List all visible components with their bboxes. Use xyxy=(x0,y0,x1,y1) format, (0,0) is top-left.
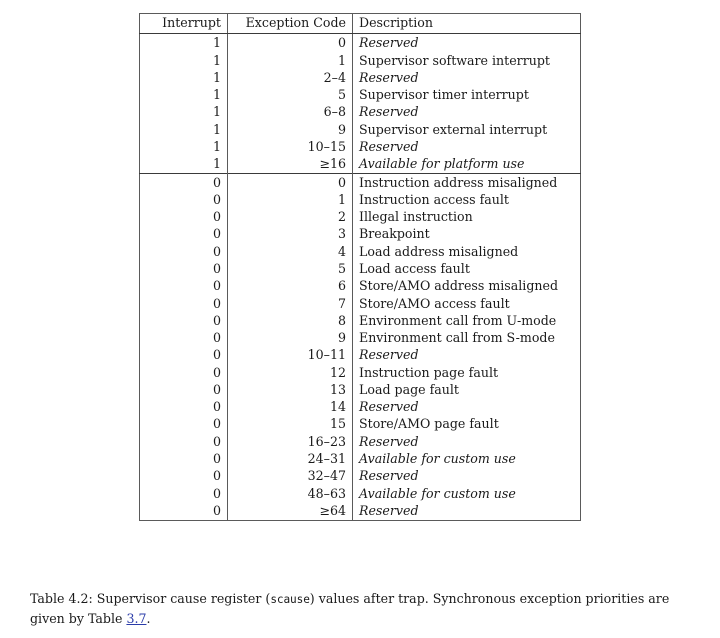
table-row xyxy=(140,313,581,330)
table-row xyxy=(140,278,581,295)
table-row xyxy=(140,104,581,121)
table-row xyxy=(140,399,581,416)
table-row xyxy=(140,244,581,261)
cell-exception-code: 15 xyxy=(228,416,353,433)
cell-interrupt: 0 xyxy=(140,226,228,243)
table-row xyxy=(140,52,581,69)
cell-description: Breakpoint xyxy=(359,226,430,242)
column-header-description: Description xyxy=(353,14,581,34)
table-row xyxy=(140,174,581,192)
cell-exception-code: 6 xyxy=(228,278,353,295)
cell-interrupt: 1 xyxy=(140,156,228,174)
table-row xyxy=(140,226,581,243)
cell-description: Reserved xyxy=(359,35,419,51)
cell-description: Instruction access fault xyxy=(359,191,509,207)
cell-exception-code: 2–4 xyxy=(228,70,353,87)
cell-exception-code: 16–23 xyxy=(228,434,353,451)
table-row xyxy=(140,261,581,278)
cell-description: Reserved xyxy=(359,433,419,449)
cell-description: Supervisor external interrupt xyxy=(359,121,548,137)
figure-caption xyxy=(30,589,690,628)
cell-interrupt: 0 xyxy=(140,261,228,278)
cell-interrupt: 0 xyxy=(140,468,228,485)
cell-exception-code: 2 xyxy=(228,209,353,226)
scause-values-table xyxy=(139,13,581,521)
cell-description: Reserved xyxy=(359,138,419,154)
cell-description: Instruction page fault xyxy=(359,364,499,380)
table-row xyxy=(140,192,581,209)
cell-description: Supervisor software interrupt xyxy=(359,52,550,68)
table-row xyxy=(140,139,581,156)
cell-description: Store/AMO page fault xyxy=(359,416,499,432)
cell-exception-code: ≥16 xyxy=(228,156,353,174)
cell-exception-code: 10–15 xyxy=(228,139,353,156)
table-body xyxy=(140,34,581,521)
cell-description: Reserved xyxy=(359,347,419,363)
cell-description: Load page fault xyxy=(359,381,459,397)
table-row xyxy=(140,434,581,451)
cell-description: Reserved xyxy=(359,399,419,415)
cell-interrupt: 0 xyxy=(140,295,228,312)
cell-exception-code: 4 xyxy=(228,244,353,261)
table-row xyxy=(140,122,581,139)
cell-interrupt: 0 xyxy=(140,347,228,364)
cell-interrupt: 0 xyxy=(140,244,228,261)
table-header-row xyxy=(140,14,581,34)
cell-interrupt: 0 xyxy=(140,416,228,433)
cell-exception-code: 14 xyxy=(228,399,353,416)
cell-exception-code: 10–11 xyxy=(228,347,353,364)
cell-interrupt: 1 xyxy=(140,34,228,53)
column-header-exception-code: Exception Code xyxy=(228,14,353,34)
cell-description: Reserved xyxy=(359,502,419,518)
cell-exception-code: 3 xyxy=(228,226,353,243)
cell-exception-code: 5 xyxy=(228,87,353,104)
cell-description: Available for custom use xyxy=(359,451,516,467)
table-row xyxy=(140,156,581,174)
caption-register-name: scause xyxy=(270,593,310,606)
caption-text-before-mono: Supervisor cause register ( xyxy=(92,591,271,606)
cell-interrupt: 1 xyxy=(140,122,228,139)
table-row xyxy=(140,468,581,485)
cell-description: Instruction address misaligned xyxy=(353,174,581,192)
cell-description: Reserved xyxy=(359,104,419,120)
cell-interrupt: 0 xyxy=(140,503,228,521)
cell-exception-code: 5 xyxy=(228,261,353,278)
cell-interrupt: 0 xyxy=(140,278,228,295)
cell-exception-code: 48–63 xyxy=(228,486,353,503)
cell-description: Available for platform use xyxy=(359,156,525,172)
cell-exception-code: 32–47 xyxy=(228,468,353,485)
cell-description: Store/AMO address misaligned xyxy=(359,278,559,294)
cell-interrupt: 0 xyxy=(140,313,228,330)
cell-interrupt: 1 xyxy=(140,87,228,104)
cell-description: Load access fault xyxy=(359,260,470,276)
caption-table-crossref-link[interactable]: 3.7 xyxy=(126,610,147,626)
cell-description: Store/AMO access fault xyxy=(359,295,510,311)
table-header xyxy=(140,14,581,34)
cell-interrupt: 0 xyxy=(140,382,228,399)
cell-description: Environment call from S-mode xyxy=(359,330,555,346)
table-row xyxy=(140,347,581,364)
cell-description: Available for custom use xyxy=(359,485,516,501)
column-header-interrupt: Interrupt xyxy=(140,14,228,34)
cell-description: Supervisor timer interrupt xyxy=(359,87,529,103)
cell-interrupt: 1 xyxy=(140,52,228,69)
cell-interrupt: 0 xyxy=(140,434,228,451)
table-row xyxy=(140,87,581,104)
cell-description: Reserved xyxy=(359,468,419,484)
cell-interrupt: 0 xyxy=(140,330,228,347)
cell-interrupt: 0 xyxy=(140,365,228,382)
table-row xyxy=(140,416,581,433)
cell-exception-code: 0 xyxy=(228,34,353,53)
cell-description: Environment call from U-mode xyxy=(359,312,557,328)
cell-exception-code: 12 xyxy=(228,365,353,382)
table-row xyxy=(140,486,581,503)
table-row xyxy=(140,382,581,399)
cell-interrupt: 0 xyxy=(140,174,228,192)
cell-description: Illegal instruction xyxy=(359,209,473,225)
table-row xyxy=(140,209,581,226)
cell-exception-code: 1 xyxy=(228,52,353,69)
table-row xyxy=(140,451,581,468)
cell-exception-code: 9 xyxy=(228,122,353,139)
cell-interrupt: 1 xyxy=(140,70,228,87)
cell-interrupt: 0 xyxy=(140,209,228,226)
cell-interrupt: 0 xyxy=(140,399,228,416)
table-row xyxy=(140,295,581,312)
caption-label: Table 4.2: xyxy=(30,591,93,606)
table-row xyxy=(140,330,581,347)
cell-exception-code: 7 xyxy=(228,295,353,312)
cell-exception-code: 8 xyxy=(228,313,353,330)
cell-exception-code: 13 xyxy=(228,382,353,399)
cell-exception-code: 0 xyxy=(228,174,353,192)
cell-interrupt: 0 xyxy=(140,192,228,209)
cell-exception-code: 24–31 xyxy=(228,451,353,468)
cell-interrupt: 0 xyxy=(140,486,228,503)
table-row xyxy=(140,70,581,87)
table-row xyxy=(140,365,581,382)
cell-exception-code: ≥64 xyxy=(228,503,353,521)
cell-exception-code: 9 xyxy=(228,330,353,347)
table-row xyxy=(140,503,581,521)
cell-interrupt: 1 xyxy=(140,104,228,121)
cell-interrupt: 0 xyxy=(140,451,228,468)
cell-description: Reserved xyxy=(359,69,419,85)
caption-text-after-mono: ) values after trap. Synchronous exception priorities are given by Table xyxy=(30,591,670,626)
cell-exception-code: 1 xyxy=(228,192,353,209)
cell-description: Load address misaligned xyxy=(359,243,519,259)
cell-interrupt: 1 xyxy=(140,139,228,156)
caption-text-end: . xyxy=(146,610,151,626)
table-row xyxy=(140,34,581,53)
cell-exception-code: 6–8 xyxy=(228,104,353,121)
